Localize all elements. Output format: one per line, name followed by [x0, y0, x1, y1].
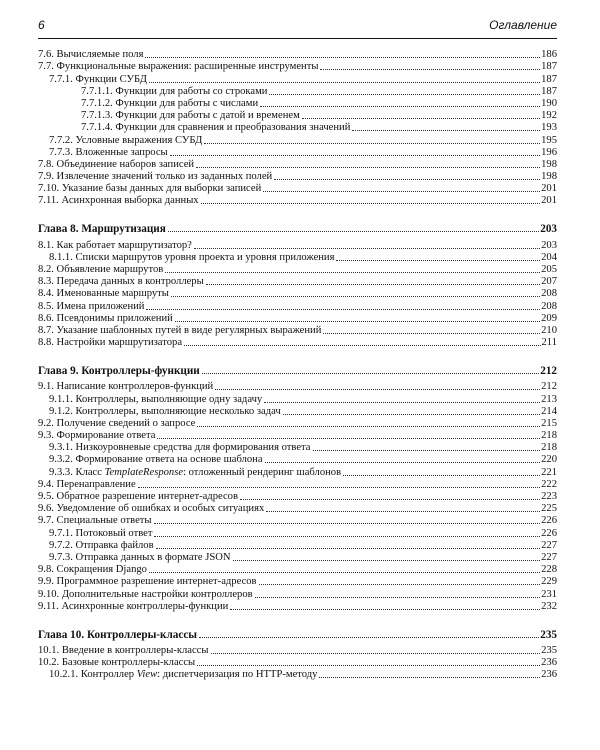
toc-page-number: 235 — [541, 644, 557, 656]
toc-entry[interactable] — [38, 491, 557, 503]
dot-leader — [264, 402, 540, 403]
toc-entry-title: 9.2. Получение сведений о запросе — [38, 417, 196, 429]
toc-entry-title: 9.1.2. Контроллеры, выполняющие несколько задач — [49, 405, 281, 417]
running-title: Оглавление — [489, 18, 557, 32]
dot-leader — [240, 499, 540, 500]
toc-entry-title: 9.10. Дополнительные настройки контроллеров — [38, 588, 253, 600]
toc-entry-title: 7.7. Функциональные выражения: расширенные инструменты — [38, 61, 319, 73]
dot-leader — [255, 597, 540, 598]
toc-entry-title-part: 10.2.1. Контроллер — [49, 669, 137, 681]
dot-leader — [336, 260, 540, 261]
toc-page-number: 210 — [541, 324, 557, 336]
toc-entry-title: 7.7.1.3. Функции для работы с датой и временем — [81, 110, 300, 122]
toc-entry-title: 7.7.1.4. Функции для сравнения и преобразования значений — [81, 122, 351, 134]
toc-entry-title: 10.1. Введение в контроллеры-классы — [38, 644, 209, 656]
dot-leader — [260, 106, 540, 107]
toc-entry-title-part: : диспетчеризация по HTTP-методу — [157, 669, 318, 681]
toc-entry[interactable] — [38, 276, 557, 288]
toc-page-number: 214 — [541, 405, 557, 417]
toc-entry-title: Глава 8. Маршрутизация — [38, 223, 166, 236]
toc-entry-title: 7.7.2. Условные выражения СУБД — [49, 134, 203, 146]
toc-entry[interactable] — [38, 183, 557, 195]
toc-entry[interactable] — [38, 564, 557, 576]
dot-leader — [149, 572, 540, 573]
toc-entry-title: 9.11. Асинхронные контроллеры-функции — [38, 600, 229, 612]
toc-entry[interactable] — [38, 337, 557, 349]
toc-entry-title: 9.3.2. Формирование ответа на основе шаблона — [49, 454, 263, 466]
toc-entry[interactable] — [38, 406, 557, 418]
toc-page-number: 203 — [540, 223, 557, 236]
toc-entry-title: Глава 9. Контроллеры-функции — [38, 365, 200, 378]
page-header — [38, 18, 557, 39]
toc-chapter-heading[interactable] — [38, 627, 557, 641]
toc-entry[interactable] — [38, 122, 557, 134]
dot-leader — [352, 130, 540, 131]
toc-entry-title: 9.1.1. Контроллеры, выполняющие одну задачу — [49, 393, 263, 405]
toc-entry-title: 8.5. Имена приложений — [38, 300, 145, 312]
toc-entry[interactable] — [38, 466, 557, 478]
toc-page-number: 228 — [541, 564, 557, 576]
toc-entry[interactable] — [38, 588, 557, 600]
dot-leader — [230, 609, 540, 610]
toc-page-number: 227 — [541, 551, 557, 563]
toc-entry[interactable] — [38, 442, 557, 454]
dot-leader — [302, 118, 540, 119]
toc-entry-title-italic: View — [136, 669, 158, 681]
dot-leader — [283, 414, 540, 415]
dot-leader — [154, 523, 541, 524]
toc-entry-title: 8.3. Передача данных в контроллеры — [38, 276, 204, 288]
toc-entry[interactable] — [38, 645, 557, 657]
dot-leader — [146, 309, 540, 310]
toc-page-number: 231 — [541, 588, 557, 600]
toc-entry[interactable] — [38, 515, 557, 527]
toc-page-number: 220 — [541, 454, 557, 466]
toc-entry[interactable] — [38, 195, 557, 207]
toc-entry-title: 9.7.1. Потоковый ответ — [49, 527, 153, 539]
toc-page-number: 203 — [541, 239, 557, 251]
toc-entry[interactable] — [38, 657, 557, 669]
chapter-spacer — [38, 613, 557, 627]
toc-entry-title: 7.6. Вычисляемые поля — [38, 49, 144, 61]
dot-leader — [263, 191, 540, 192]
toc-page-number: 196 — [541, 146, 557, 158]
dot-leader — [171, 296, 540, 297]
toc-entry[interactable] — [38, 527, 557, 539]
dot-leader — [274, 179, 540, 180]
toc-entry-title: 9.6. Уведомление об ошибках и особых ситуациях — [38, 503, 265, 515]
toc-entry-title: 8.2. Объявление маршрутов — [38, 264, 164, 275]
toc-chapter-heading[interactable] — [38, 221, 557, 235]
toc-entry-title: 9.5. Обратное разрешение интернет-адресов — [38, 491, 238, 502]
toc-page-number: 198 — [541, 171, 557, 183]
toc-entry-title: 7.7.1.1. Функции для работы со строками — [81, 85, 268, 97]
toc-entry[interactable] — [38, 61, 557, 73]
toc-entry-title-part: 9.3.3. Класс — [49, 466, 105, 478]
dot-leader — [313, 450, 541, 451]
toc-page-number: 218 — [541, 442, 557, 454]
toc-entry[interactable] — [38, 601, 557, 613]
dot-leader — [196, 167, 540, 168]
dot-leader — [197, 426, 540, 427]
toc-page-number: 213 — [541, 393, 557, 405]
toc-entry-title: 10.2. Базовые контроллеры-классы — [38, 657, 196, 669]
dot-leader — [165, 272, 540, 273]
dot-leader — [211, 653, 541, 654]
toc-entry-title: 7.10. Указание базы данных для выборки записей — [38, 183, 262, 195]
toc-page-number: 208 — [541, 288, 557, 300]
dot-leader — [199, 637, 539, 638]
toc-entry[interactable] — [38, 540, 557, 552]
dot-leader — [269, 94, 540, 95]
toc-entry-title: 7.7.1. Функции СУБД — [49, 73, 147, 85]
toc-entry-title: 8.7. Указание шаблонных путей в виде регулярных выражений — [38, 324, 322, 336]
toc-entry[interactable] — [38, 430, 557, 442]
dot-leader — [184, 345, 540, 346]
dot-leader — [170, 155, 540, 156]
toc-page-number: 205 — [541, 264, 557, 275]
toc-entry[interactable] — [38, 300, 557, 312]
toc-entry-title: 7.7.3. Вложенные запросы — [49, 146, 168, 158]
toc-entry-title: Глава 10. Контроллеры-классы — [38, 628, 198, 641]
dot-leader — [206, 284, 540, 285]
toc-entry-title: 8.8. Настройки маршрутизатора — [38, 337, 183, 349]
toc-entry[interactable] — [38, 313, 557, 325]
dot-leader — [145, 57, 540, 58]
toc-page-number: 192 — [541, 110, 557, 122]
toc-entry[interactable] — [38, 552, 557, 564]
dot-leader — [319, 677, 540, 678]
toc-entry-title: 9.9. Программное разрешение интернет-адресов — [38, 576, 257, 588]
toc-entry-title: 9.4. Перенаправление — [38, 478, 136, 490]
dot-leader — [204, 143, 540, 144]
toc-page-number: 201 — [541, 183, 557, 195]
toc-page-number: 209 — [541, 312, 557, 324]
toc-entry[interactable] — [38, 503, 557, 515]
toc-entry[interactable] — [38, 159, 557, 171]
dot-leader — [197, 665, 540, 666]
toc-page-number: 208 — [541, 300, 557, 312]
toc-page-number: 226 — [541, 515, 557, 527]
dot-leader — [138, 487, 540, 488]
dot-leader — [215, 389, 540, 390]
toc-entry-title: 9.3. Формирование ответа — [38, 430, 156, 442]
toc-entry[interactable] — [38, 239, 557, 251]
toc-page-number: 187 — [541, 61, 557, 73]
toc-entry[interactable] — [38, 393, 557, 405]
toc-page-number: 235 — [540, 628, 557, 641]
dot-leader — [259, 584, 541, 585]
dot-leader — [149, 82, 540, 83]
toc-page-number: 198 — [541, 158, 557, 170]
toc-entry[interactable] — [38, 264, 557, 276]
toc-page-number: 207 — [541, 276, 557, 288]
page-number: 6 — [38, 18, 45, 32]
toc-entry-title: 7.8. Объединение наборов записей — [38, 158, 195, 170]
toc-entry-title: 7.9. Извлечение значений только из заданных полей — [38, 171, 273, 183]
toc-page-number: 236 — [541, 657, 557, 669]
toc-page-number: 236 — [541, 669, 557, 681]
toc-page-number: 227 — [541, 539, 557, 551]
toc-page-number: 190 — [541, 97, 557, 109]
toc-entry-title: 9.3.1. Низкоуровневые средства для формирования ответа — [49, 442, 311, 454]
toc-page-number: 222 — [541, 478, 557, 490]
dot-leader — [266, 511, 540, 512]
dot-leader — [156, 548, 541, 549]
dot-leader — [233, 560, 541, 561]
toc-entry-title: 7.7.1.2. Функции для работы с числами — [81, 97, 259, 109]
toc-page-number: 195 — [541, 134, 557, 146]
toc-page-number: 223 — [541, 491, 557, 502]
toc-entry[interactable] — [38, 576, 557, 588]
toc-page-number: 212 — [540, 365, 557, 378]
toc-entry-title: 9.8. Сокращения Django — [38, 564, 147, 576]
toc-page-number: 218 — [541, 430, 557, 442]
toc-page-number: 193 — [541, 122, 557, 134]
toc-entry[interactable] — [38, 418, 557, 430]
toc-entry-title — [49, 669, 317, 681]
dot-leader — [323, 333, 540, 334]
dot-leader — [168, 231, 539, 232]
chapter-spacer — [38, 349, 557, 363]
toc-entry[interactable] — [38, 98, 557, 110]
toc-entry-title: 9.7.3. Отправка данных в формате JSON — [49, 551, 231, 563]
toc-entry[interactable] — [38, 325, 557, 337]
toc-entry-title: 8.1.1. Списки маршрутов уровня проекта и уровня приложения — [49, 251, 335, 263]
toc-entry[interactable] — [38, 110, 557, 122]
toc-entry-title: 8.6. Псевдонимы приложений — [38, 312, 173, 324]
toc-entry-title: 9.7. Специальные ответы — [38, 515, 152, 527]
toc-entry[interactable] — [38, 73, 557, 85]
toc-page-number: 201 — [541, 195, 557, 207]
toc-entry[interactable] — [38, 479, 557, 491]
dot-leader — [175, 321, 540, 322]
toc-entry[interactable] — [38, 171, 557, 183]
toc-page-number: 186 — [541, 49, 557, 61]
dot-leader — [202, 373, 539, 374]
toc-page-number: 215 — [541, 417, 557, 429]
toc-page-number: 212 — [541, 381, 557, 393]
toc-entry[interactable] — [38, 147, 557, 159]
toc-page-number: 226 — [541, 527, 557, 539]
toc-entry-title: 9.1. Написание контроллеров-функций — [38, 381, 214, 393]
toc-page-number: 187 — [541, 73, 557, 85]
toc-entry-title-part: : отложенный рендеринг шаблонов — [183, 466, 342, 478]
chapter-spacer — [38, 207, 557, 221]
toc-page-number: 221 — [541, 466, 557, 478]
toc-entry-title — [49, 467, 341, 479]
toc-entry-title: 9.7.2. Отправка файлов — [49, 539, 154, 551]
toc-entry[interactable] — [38, 49, 557, 61]
toc-chapter-heading[interactable] — [38, 363, 557, 377]
toc-entry[interactable] — [38, 381, 557, 393]
toc-entry[interactable] — [38, 134, 557, 146]
toc-page-number: 211 — [541, 337, 557, 349]
dot-leader — [194, 248, 540, 249]
toc-page-number: 204 — [541, 251, 557, 263]
toc-entry-title: 8.4. Именованные маршруты — [38, 288, 169, 300]
dot-leader — [343, 475, 540, 476]
dot-leader — [201, 203, 541, 204]
dot-leader — [157, 438, 540, 439]
toc-entry[interactable] — [38, 288, 557, 300]
toc-entry[interactable] — [38, 252, 557, 264]
toc-entry[interactable] — [38, 669, 557, 681]
toc-entry[interactable] — [38, 454, 557, 466]
toc-entry[interactable] — [38, 86, 557, 98]
toc-page-number: 229 — [541, 576, 557, 588]
toc-entry-title: 7.11. Асинхронная выборка данных — [38, 195, 199, 207]
toc-entry-title: 8.1. Как работает маршрутизатор? — [38, 239, 192, 251]
toc-page-number: 225 — [541, 503, 557, 515]
toc-page-number: 232 — [541, 600, 557, 612]
dot-leader — [154, 536, 540, 537]
toc-page-number: 187 — [541, 85, 557, 97]
dot-leader — [265, 462, 541, 463]
table-of-contents — [38, 49, 557, 681]
toc-entry-title-italic: TemplateResponse — [104, 466, 184, 478]
dot-leader — [320, 69, 540, 70]
